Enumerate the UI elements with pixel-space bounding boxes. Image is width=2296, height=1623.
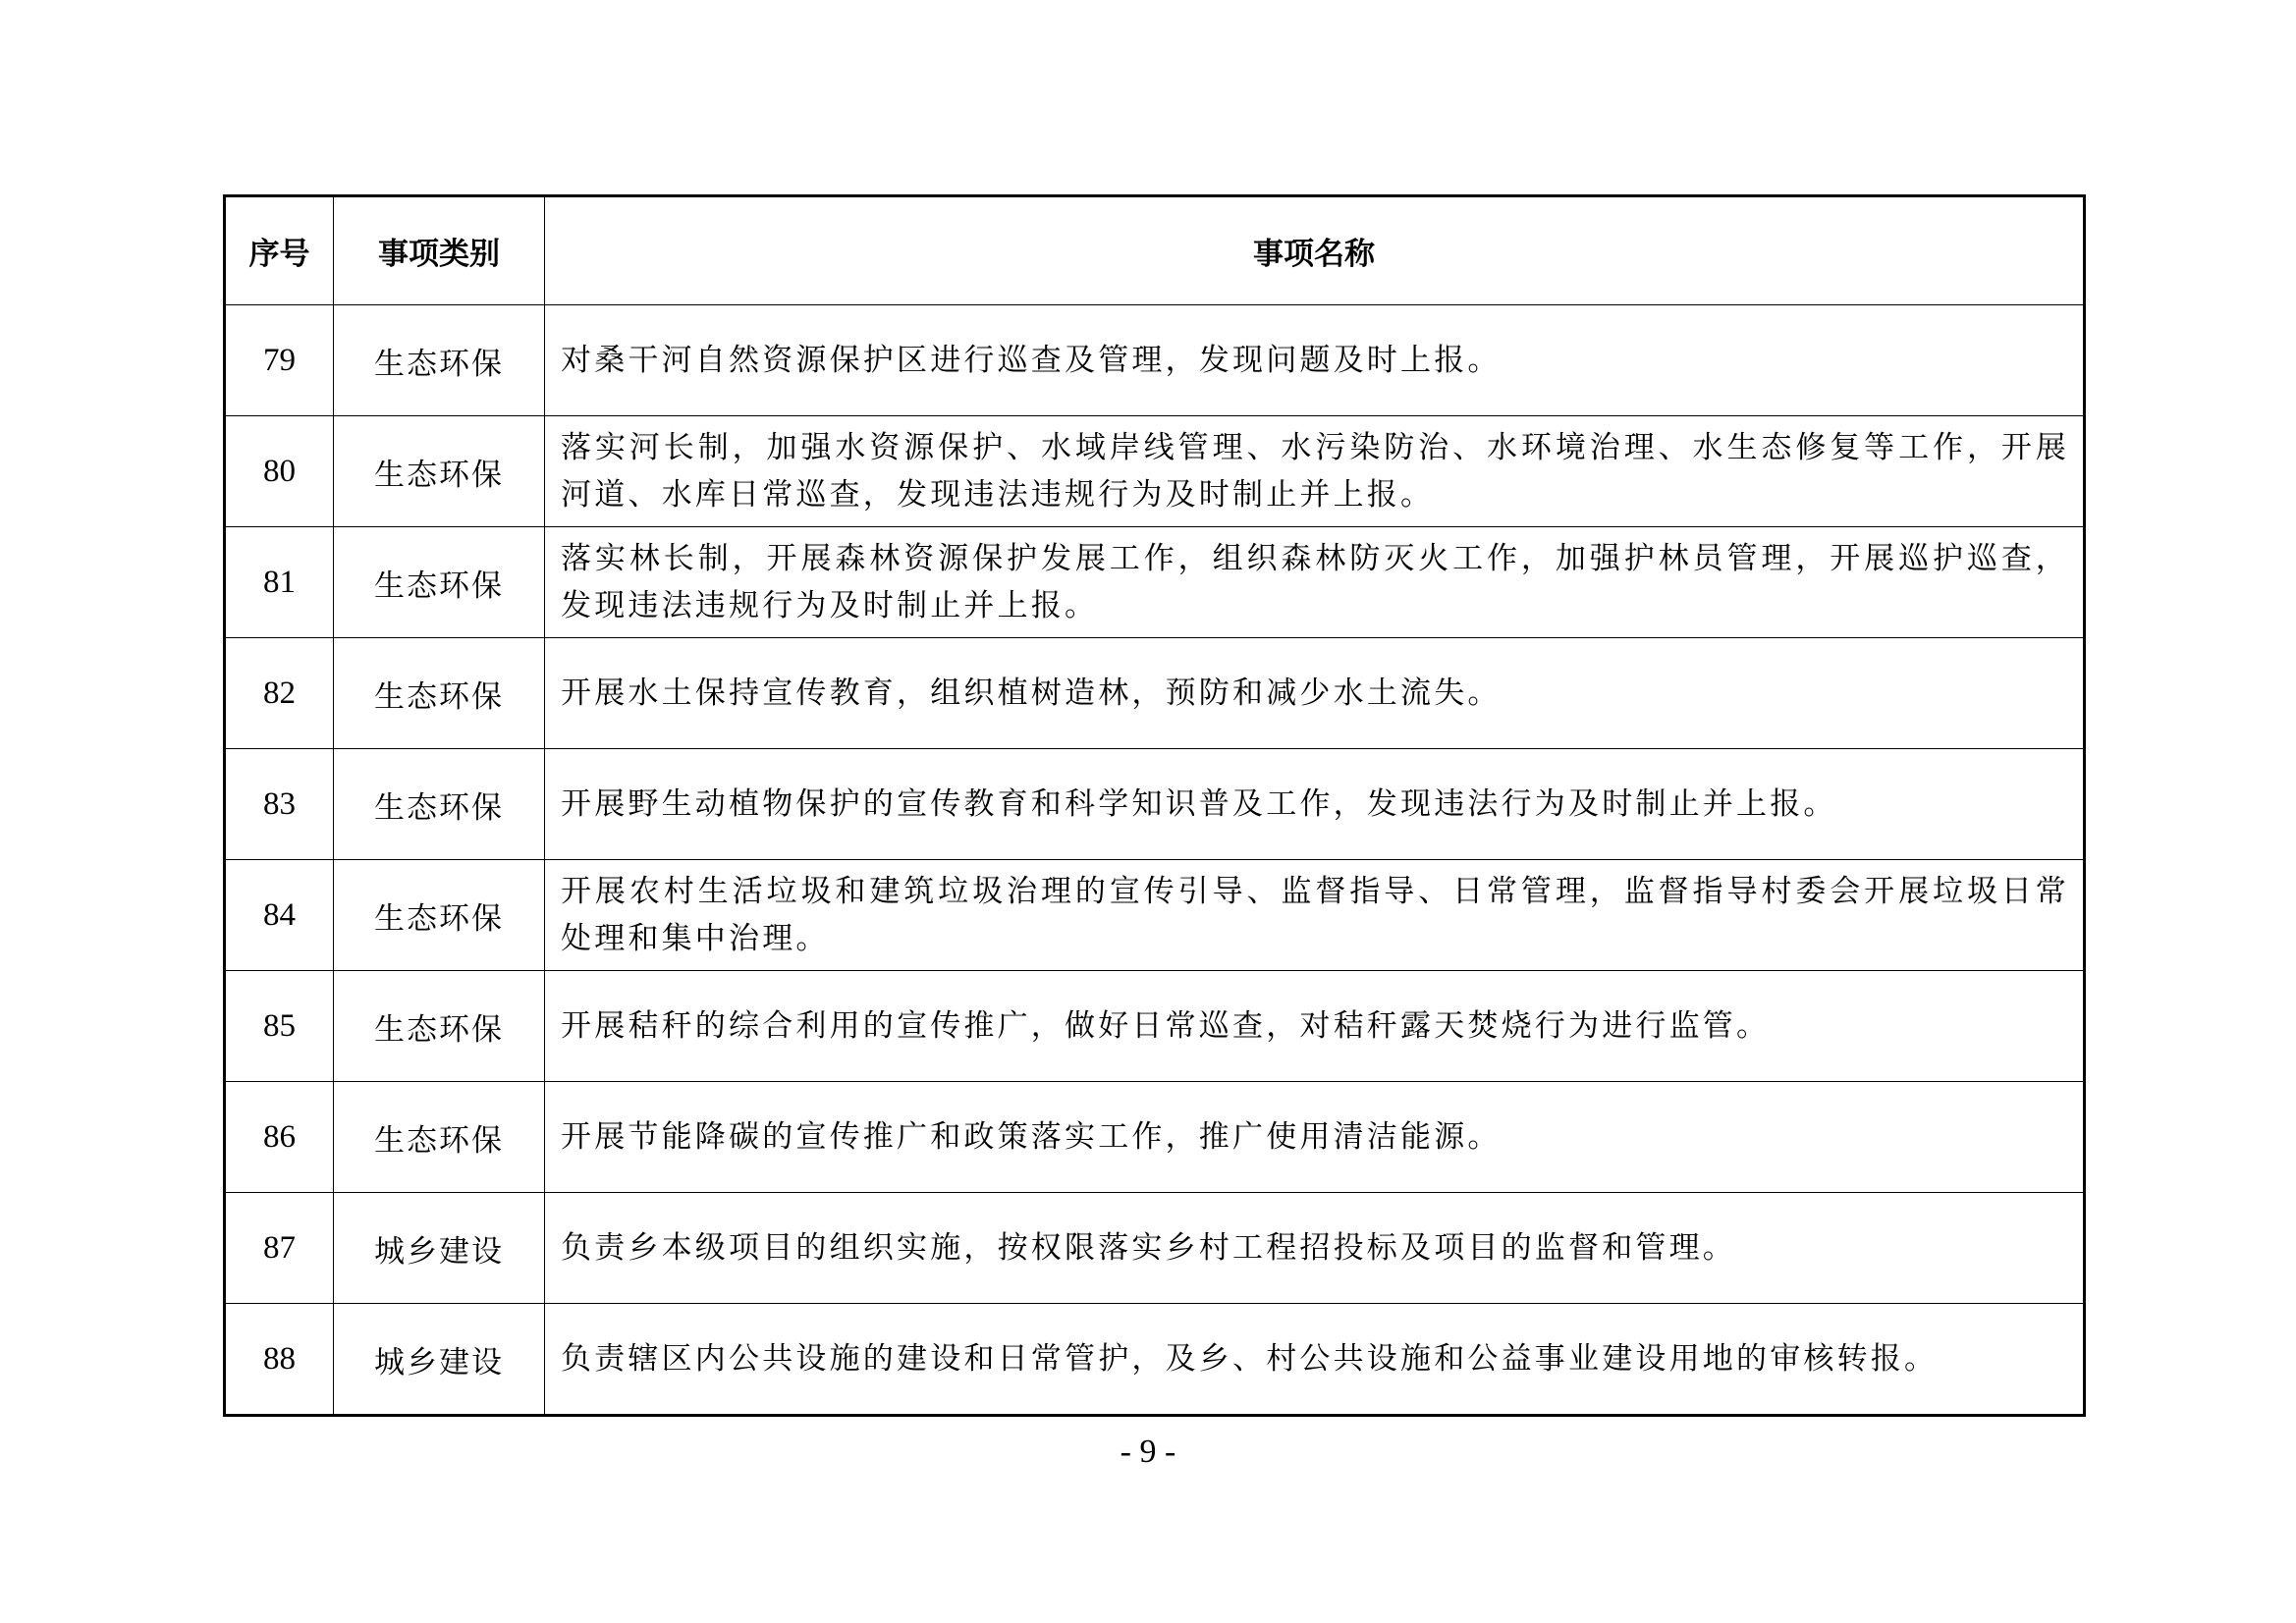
row-name: 对桑干河自然资源保护区进行巡查及管理，发现问题及时上报。	[545, 305, 2085, 416]
row-category: 生态环保	[334, 749, 545, 860]
row-name: 负责乡本级项目的组织实施，按权限落实乡村工程招投标及项目的监督和管理。	[545, 1193, 2085, 1304]
row-name: 落实河长制，加强水资源保护、水域岸线管理、水污染防治、水环境治理、水生态修复等工作，开展河道、水库日常巡查，发现违法违规行为及时制止并上报。	[545, 416, 2085, 527]
table-row	[225, 1304, 2085, 1416]
row-seq: 87	[225, 1193, 334, 1304]
row-category: 生态环保	[334, 971, 545, 1082]
row-category: 生态环保	[334, 1082, 545, 1193]
row-category: 生态环保	[334, 305, 545, 416]
table-row	[225, 527, 2085, 638]
row-category: 城乡建设	[334, 1304, 545, 1416]
header-category: 事项类别	[334, 196, 545, 305]
row-category: 城乡建设	[334, 1193, 545, 1304]
row-category: 生态环保	[334, 416, 545, 527]
row-seq: 86	[225, 1082, 334, 1193]
page-number: - 9 -	[1120, 1434, 1176, 1470]
row-name: 负责辖区内公共设施的建设和日常管护，及乡、村公共设施和公益事业建设用地的审核转报。	[545, 1304, 2085, 1416]
header-name: 事项名称	[545, 196, 2085, 305]
header-row	[225, 196, 2085, 305]
row-seq: 88	[225, 1304, 334, 1416]
row-category: 生态环保	[334, 527, 545, 638]
row-name: 开展水土保持宣传教育，组织植树造林，预防和减少水土流失。	[545, 638, 2085, 749]
table-row	[225, 305, 2085, 416]
row-seq: 81	[225, 527, 334, 638]
row-seq: 79	[225, 305, 334, 416]
row-seq: 80	[225, 416, 334, 527]
row-seq: 85	[225, 971, 334, 1082]
row-name: 开展野生动植物保护的宣传教育和科学知识普及工作，发现违法行为及时制止并上报。	[545, 749, 2085, 860]
row-seq: 83	[225, 749, 334, 860]
table-row	[225, 1082, 2085, 1193]
row-category: 生态环保	[334, 638, 545, 749]
table-row	[225, 749, 2085, 860]
items-table	[223, 194, 2086, 1417]
row-name: 落实林长制，开展森林资源保护发展工作，组织森林防灭火工作，加强护林员管理，开展巡护巡查，发现违法违规行为及时制止并上报。	[545, 527, 2085, 638]
table-row	[225, 1193, 2085, 1304]
row-name: 开展节能降碳的宣传推广和政策落实工作，推广使用清洁能源。	[545, 1082, 2085, 1193]
row-name: 开展农村生活垃圾和建筑垃圾治理的宣传引导、监督指导、日常管理，监督指导村委会开展垃圾日常处理和集中治理。	[545, 860, 2085, 971]
row-name: 开展秸秆的综合利用的宣传推广，做好日常巡查，对秸秆露天焚烧行为进行监管。	[545, 971, 2085, 1082]
row-category: 生态环保	[334, 860, 545, 971]
row-seq: 84	[225, 860, 334, 971]
header-seq: 序号	[225, 196, 334, 305]
row-seq: 82	[225, 638, 334, 749]
table-row	[225, 638, 2085, 749]
table-row	[225, 971, 2085, 1082]
table-row	[225, 860, 2085, 971]
table-row	[225, 416, 2085, 527]
